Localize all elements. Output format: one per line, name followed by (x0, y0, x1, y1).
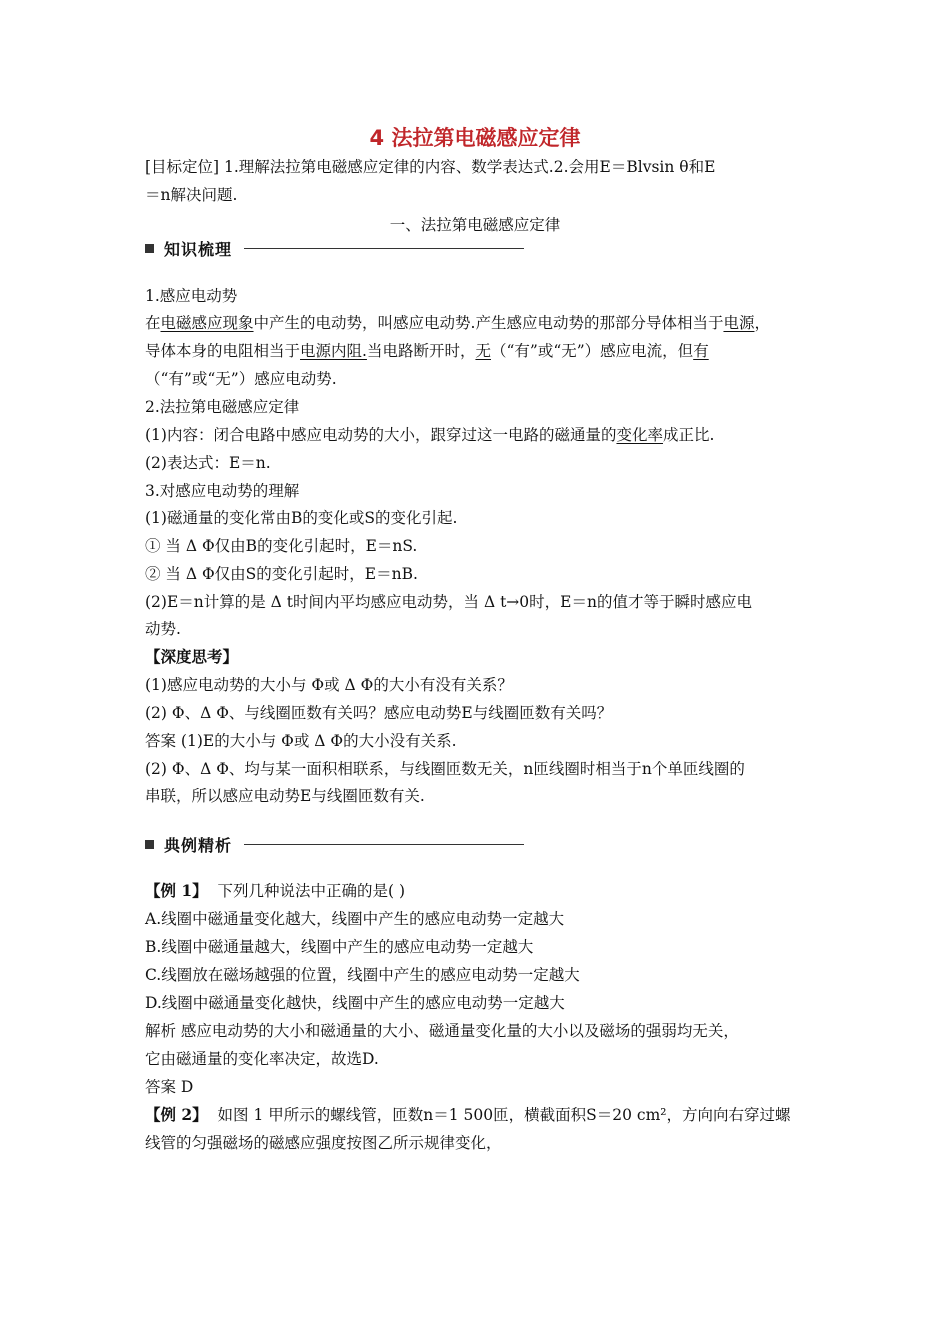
k1-heading: 1.感应电动势 (145, 287, 238, 305)
section-rule (244, 248, 524, 249)
k1-line-2: 导体本身的电阻相当于电源内阻.当电路断开时，无（“有”或“无”）感应电流，但有 (145, 342, 709, 360)
answer-blank: 电源内阻. (300, 342, 367, 360)
example-label: 【例 1】 (145, 881, 208, 900)
option-a: A.线圈中磁通量变化越大，线圈中产生的感应电动势一定越大 (145, 910, 565, 928)
analysis-line-2: 它由磁通量的变化率决定，故选D. (145, 1050, 379, 1068)
k3-line-2: ① 当 Δ Φ仅由B的变化引起时，E＝nS. (145, 537, 418, 555)
example-1-stem: 【例 1】 下列几种说法中正确的是( ) (145, 881, 406, 900)
deep-answer-1: 答案 (1)E的大小与 Φ或 Δ Φ的大小没有关系. (145, 732, 457, 750)
part-heading: 一、法拉第电磁感应定律 (389, 216, 561, 234)
k1-line-3: （“有”或“无”）感应电动势. (145, 370, 337, 388)
page-title: 4 法拉第电磁感应定律 (369, 126, 581, 150)
section-label: 知识梳理 (164, 239, 233, 259)
section-square-icon (145, 840, 154, 849)
section-header-knowledge (145, 236, 524, 260)
deep-answer-3: 串联，所以感应电动势E与线圈匝数有关. (145, 787, 425, 805)
answer-blank: 有 (693, 342, 709, 360)
example-2-line-1: 【例 2】 如图 1 甲所示的螺线管，匝数n＝1 500匝，横截面积S＝20 cm²，方向向右穿过螺 (145, 1105, 791, 1124)
answer-blank: 电磁感应现象 (160, 314, 254, 332)
deep-question-1: (1)感应电动势的大小与 Φ或 Δ Φ的大小有没有关系？ (145, 676, 513, 694)
deep-answer-2: (2) Φ、Δ Φ、均与某一面积相联系，与线圈匝数无关，n匝线圈时相当于n个单匝线圈的 (145, 760, 745, 778)
k1-line-1: 在电磁感应现象中产生的电动势，叫感应电动势.产生感应电动势的那部分导体相当于电源， (145, 314, 770, 332)
section-label: 典例精析 (164, 835, 233, 855)
deep-think-heading: 【深度思考】 (145, 647, 239, 666)
option-d: D.线圈中磁通量变化越快，线圈中产生的感应电动势一定越大 (145, 994, 565, 1012)
learning-goals-line-1: [目标定位] 1.理解法拉第电磁感应定律的内容、数学表达式.2.会用E＝Blvsin θ和E (145, 158, 716, 176)
k2-formula: (2)表达式：E＝n. (145, 454, 271, 472)
answer-blank: 电源 (723, 314, 755, 332)
option-c: C.线圈放在磁场越强的位置，线圈中产生的感应电动势一定越大 (145, 966, 580, 984)
example-2-line-2: 线管的匀强磁场的磁感应强度按图乙所示规律变化， (145, 1134, 502, 1152)
k3-line-4: (2)E＝n计算的是 Δ t时间内平均感应电动势，当 Δ t→0时，E＝n的值才等于瞬时感应电 (145, 593, 752, 611)
example-1-answer: 答案 D (145, 1078, 194, 1096)
k3-line-5: 动势. (145, 620, 181, 638)
deep-question-2: (2) Φ、Δ Φ、与线圈匝数有关吗？感应电动势E与线圈匝数有关吗？ (145, 704, 613, 722)
k2-heading: 2.法拉第电磁感应定律 (145, 398, 300, 416)
k3-heading: 3.对感应电动势的理解 (145, 482, 300, 500)
section-header-examples (145, 832, 524, 856)
option-b: B.线圈中磁通量越大，线圈中产生的感应电动势一定越大 (145, 938, 534, 956)
analysis-line-1: 解析 感应电动势的大小和磁通量的大小、磁通量变化量的大小以及磁场的强弱均无关， (145, 1022, 739, 1040)
example-label: 【例 2】 (145, 1105, 208, 1124)
k3-line-3: ② 当 Δ Φ仅由S的变化引起时，E＝nB. (145, 565, 418, 583)
k2-content: (1)内容：闭合电路中感应电动势的大小，跟穿过这一电路的磁通量的变化率成正比. (145, 426, 715, 444)
section-rule (244, 844, 524, 845)
answer-blank: 无 (475, 342, 491, 360)
k3-line-1: (1)磁通量的变化常由B的变化或S的变化引起. (145, 509, 458, 527)
learning-goals-line-2: ＝n解决问题. (145, 186, 238, 204)
answer-blank: 变化率 (616, 426, 663, 444)
section-square-icon (145, 244, 154, 253)
